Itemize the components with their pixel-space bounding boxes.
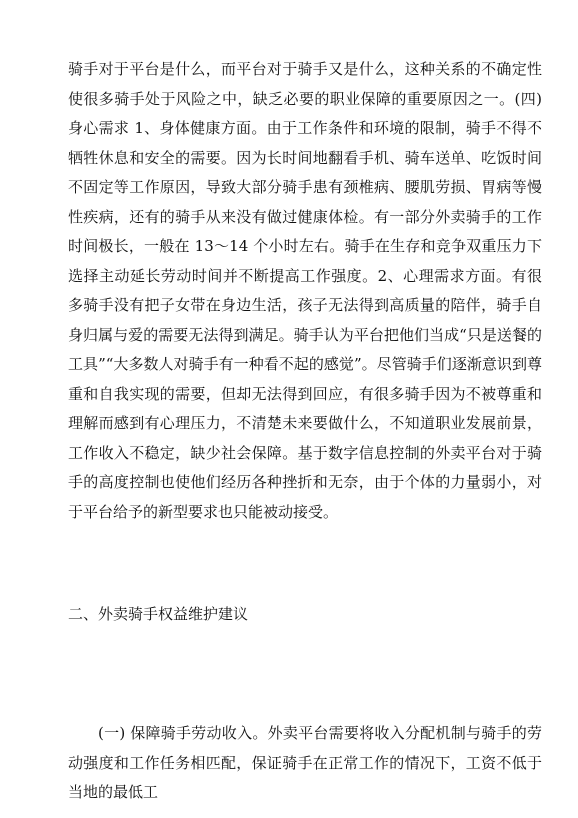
body-paragraph-continued: (一) 保障骑手劳动收入。外卖平台需要将收入分配机制与骑手的劳动强度和工作任务相匹配，保证骑手在正常工作的情况下，工资不低于当地的最低工: [68, 724, 542, 801]
section-heading: 二、外卖骑手权益维护建议: [68, 605, 249, 623]
body-paragraph: 骑手对于平台是什么，而平台对于骑手又是什么，这种关系的不确定性使很多骑手处于风险之中，缺乏必要的职业保障的重要原因之一。(四) 身心需求 1、身体健康方面。由于工作条件和环境的限制，骑手不得不牺牲休息和安全的需要。因为长时间地翻看手机、骑车送单、吃饭时间不固定等工作原因，导致大部分骑手患有颈椎病、腰肌劳损、胃病等慢性疾病，还有的骑手从来没有做过健康体检。有一部分外卖骑手的工作时间极长，一般在 13～14 个小时左右。骑手在生存和竞争双重压力下选择主动延长劳动时间并不断提高工作强度。2、心理需求方面。有很多骑手没有把子女带在身边生活，孩子无法得到高质量的陪伴，骑手自身归属与爱的需要无法得到满足。骑手认为平台把他们当成“只是送餐的工具”“大多数人对骑手有一种看不起的感觉”。尽管骑手们逐渐意识到尊重和自我实现的需要，但却无法得到回应，有很多骑手因为不被尊重和理解而感到有心理压力，不清楚未来要做什么，不知道职业发展前景，工作收入不稳定，缺少社会保障。基于数字信息控制的外卖平台对于骑手的高度控制也使他们经历各种挫折和无奈，由于个体的力量弱小，对于平台给予的新型要求也只能被动接受。: [68, 60, 542, 521]
